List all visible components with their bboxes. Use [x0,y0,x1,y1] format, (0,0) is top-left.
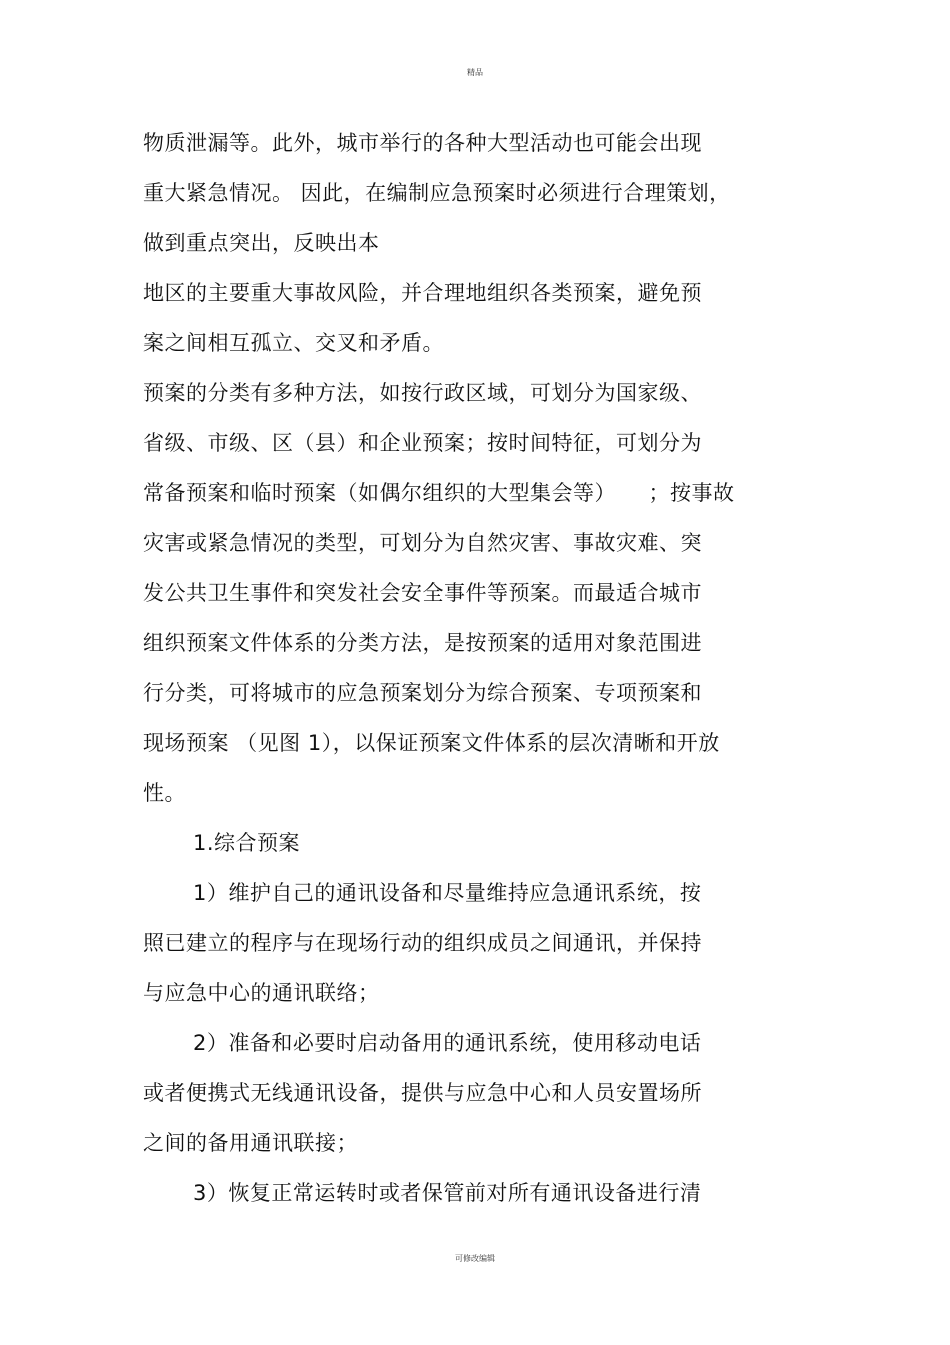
section-heading: 1.综合预案 [193,831,301,855]
body-line: 发公共卫生事件和突发社会安全事件等预案。而最适合城市 [143,581,702,605]
body-line: 组织预案文件体系的分类方法，是按预案的适用对象范围进 [143,631,702,655]
body-line: 做到重点突出，反映出本 [143,231,380,255]
list-item: 2）准备和必要时启动备用的通讯系统，使用移动电话 [193,1031,702,1055]
body-line: 省级、市级、区（县）和企业预案；按时间特征，可划分为 [143,431,702,455]
body-line: 案之间相互孤立、交叉和矛盾。 [143,331,444,355]
list-item: 1）维护自己的通讯设备和尽量维持应急通讯系统，按 [193,881,702,905]
body-line: 照已建立的程序与在现场行动的组织成员之间通讯，并保持 [143,931,702,955]
body-line: 之间的备用通讯联接； [143,1131,358,1155]
body-line: 灾害或紧急情况的类型，可划分为自然灾害、事故灾难、突 [143,531,702,555]
body-line: 重大紧急情况。 因此，在编制应急预案时必须进行合理策划， [143,181,731,205]
body-line: 现场预案 （见图 1），以保证预案文件体系的层次清晰和开放 [143,731,720,755]
body-line: 行分类，可将城市的应急预案划分为综合预案、专项预案和 [143,681,702,705]
body-line: 地区的主要重大事故风险，并合理地组织各类预案，避免预 [143,281,702,305]
header-watermark: 精品 [467,68,483,77]
list-item: 3）恢复正常运转时或者保管前对所有通讯设备进行清 [193,1181,702,1205]
body-line: 预案的分类有多种方法，如按行政区域，可划分为国家级、 [143,381,702,405]
footer-watermark: 可修改编辑 [455,1254,495,1263]
body-line: 物质泄漏等。此外，城市举行的各种大型活动也可能会出现 [143,131,702,155]
body-line: 常备预案和临时预案（如偶尔组织的大型集会等） ；按事故 [143,481,735,505]
body-line: 性。 [143,781,186,805]
body-line: 与应急中心的通讯联络； [143,981,380,1005]
body-line: 或者便携式无线通讯设备，提供与应急中心和人员安置场所 [143,1081,702,1105]
